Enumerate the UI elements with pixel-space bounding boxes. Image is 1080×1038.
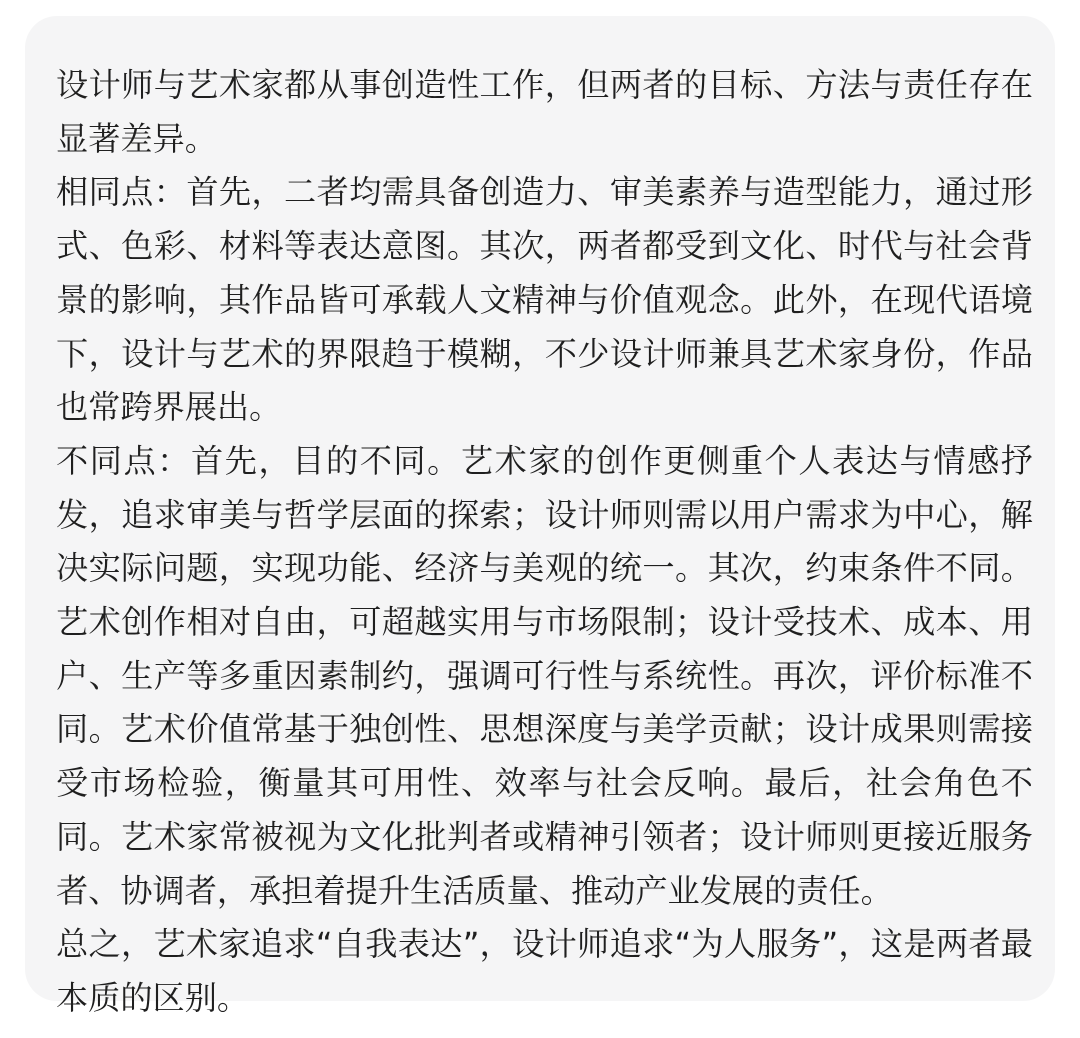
message-paragraph-differences: 不同点：首先，目的不同。艺术家的创作更侧重个人表达与情感抒发，追求审美与哲学层面的探索；设计师则需以用户需求为中心，解决实际问题，实现功能、经济与美观的统一。其次，约束条件不同。艺术创作相对自由，可超越实用与市场限制；设计受技术、成本、用户、生产等多重因素制约，强调可行性与系统性。再次，评价标准不同。艺术价值常基于独创性、思想深度与美学贡献；设计成果则需接受市场检验，衡量其可用性、效率与社会反响。最后，社会角色不同。艺术家常被视为文化批判者或精神引领者；设计师则更接近服务者、协调者，承担着提升生活质量、推动产业发展的责任。	[56, 441, 1033, 910]
message-paragraph-conclusion: 总之，艺术家追求“自我表达”，设计师追求“为人服务”，这是两者最本质的区别。	[56, 925, 1033, 1017]
message-paragraph-intro: 设计师与艺术家都从事创造性工作，但两者的目标、方法与责任存在显著差异。	[56, 66, 1033, 158]
message-paragraph-similarities: 相同点：首先，二者均需具备创造力、审美素养与造型能力，通过形式、色彩、材料等表达意图。其次，两者都受到文化、时代与社会背景的影响，其作品皆可承载人文精神与价值观念。此外，在现代语境下，设计与艺术的界限趋于模糊，不少设计师兼具艺术家身份，作品也常跨界展出。	[56, 173, 1033, 427]
chat-message-bubble	[25, 16, 1055, 1017]
